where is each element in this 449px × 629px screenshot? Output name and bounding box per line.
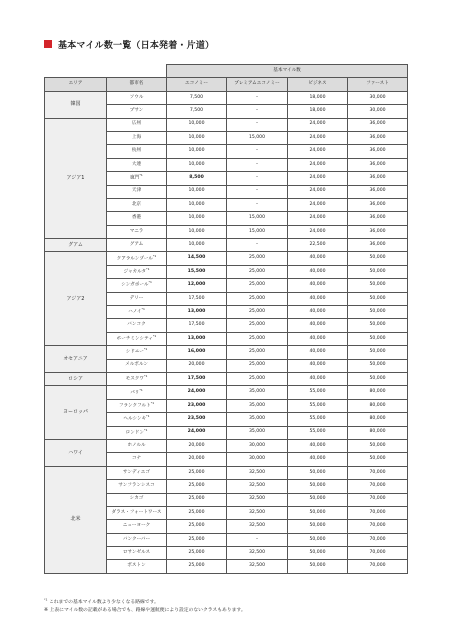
premium-economy-miles: –	[227, 91, 288, 104]
first-miles: 80,000	[348, 399, 408, 412]
economy-miles: 25,000	[167, 506, 227, 519]
city-name: バンコク	[127, 322, 146, 328]
city-name: サンフランシスコ	[118, 483, 155, 488]
footnote-2-mark: ※	[44, 608, 49, 613]
business-miles: 18,000	[288, 91, 348, 104]
business-miles: 40,000	[288, 252, 348, 265]
col-header-area: エリア	[45, 78, 107, 91]
footnote-mark: *1	[146, 266, 150, 271]
premium-economy-miles: 32,500	[227, 480, 288, 493]
area-cell: 韓国	[45, 91, 107, 118]
area-cell: アジア2	[45, 252, 107, 346]
city-cell	[107, 252, 167, 265]
business-miles: 40,000	[288, 332, 348, 345]
first-miles: 36,000	[348, 158, 408, 171]
first-miles: 50,000	[348, 319, 408, 332]
business-miles: 24,000	[288, 225, 348, 238]
city-cell	[107, 426, 167, 439]
premium-economy-miles: 35,000	[227, 426, 288, 439]
table-row	[45, 239, 408, 252]
economy-miles: 10,000	[167, 131, 227, 144]
city-name: シンガポール	[121, 282, 149, 288]
city-cell	[107, 480, 167, 493]
city-name: 上海	[131, 134, 142, 140]
first-miles: 36,000	[348, 131, 408, 144]
economy-miles: 13,000	[167, 332, 227, 345]
premium-economy-miles: –	[227, 105, 288, 118]
premium-economy-miles: –	[227, 145, 288, 158]
business-miles: 50,000	[288, 520, 348, 533]
footnote-1-mark: *1	[44, 597, 48, 602]
economy-miles: 13,000	[167, 306, 227, 319]
premium-economy-miles: 25,000	[227, 332, 288, 345]
first-miles: 80,000	[348, 426, 408, 439]
area-cell: オセアニア	[45, 346, 107, 373]
table-row	[45, 346, 408, 359]
footnote-mark: *1	[141, 307, 145, 312]
col-header-first: ファースト	[348, 78, 408, 91]
first-miles: 70,000	[348, 493, 408, 506]
city-cell	[107, 466, 167, 479]
first-miles: 70,000	[348, 506, 408, 519]
first-miles: 50,000	[348, 279, 408, 292]
first-miles: 50,000	[348, 306, 408, 319]
area-cell: ロシア	[45, 372, 107, 385]
title-text: 基本マイル数一覧（日本発着・片道）	[58, 40, 215, 51]
premium-economy-miles: 25,000	[227, 265, 288, 278]
premium-economy-miles: 32,500	[227, 547, 288, 560]
business-miles: 24,000	[288, 198, 348, 211]
premium-economy-miles: 30,000	[227, 439, 288, 452]
economy-miles: 24,000	[167, 386, 227, 399]
business-miles: 55,000	[288, 399, 348, 412]
premium-economy-miles: 25,000	[227, 346, 288, 359]
city-name: モスクワ	[125, 376, 144, 382]
premium-economy-miles: 35,000	[227, 413, 288, 426]
business-miles: 50,000	[288, 533, 348, 546]
premium-economy-miles: –	[227, 158, 288, 171]
area-cell: グアム	[45, 239, 107, 252]
economy-miles: 10,000	[167, 158, 227, 171]
first-miles: 50,000	[348, 346, 408, 359]
column-header-row	[45, 78, 408, 91]
premium-economy-miles: 25,000	[227, 372, 288, 385]
first-miles: 80,000	[348, 386, 408, 399]
first-miles: 36,000	[348, 172, 408, 185]
city-name: ホーチミンシティ	[116, 336, 153, 342]
city-name: シカゴ	[129, 496, 144, 502]
city-cell	[107, 399, 167, 412]
premium-economy-miles: –	[227, 118, 288, 131]
premium-economy-miles: 35,000	[227, 399, 288, 412]
city-cell	[107, 306, 167, 319]
city-name: 香港	[131, 215, 142, 221]
city-cell	[107, 131, 167, 144]
table-row	[45, 466, 408, 479]
business-miles: 50,000	[288, 480, 348, 493]
city-cell	[107, 332, 167, 345]
business-miles: 40,000	[288, 279, 348, 292]
premium-economy-miles: 25,000	[227, 319, 288, 332]
area-cell: ヨーロッパ	[45, 386, 107, 440]
business-miles: 40,000	[288, 265, 348, 278]
table-row	[45, 118, 408, 131]
economy-miles: 25,000	[167, 520, 227, 533]
city-cell	[107, 91, 167, 104]
premium-economy-miles: –	[227, 239, 288, 252]
business-miles: 24,000	[288, 185, 348, 198]
first-miles: 50,000	[348, 453, 408, 466]
city-cell	[107, 413, 167, 426]
footnote-mark: *1	[148, 280, 152, 285]
city-name: ロンドン	[125, 430, 144, 436]
business-miles: 24,000	[288, 172, 348, 185]
premium-economy-miles: 32,500	[227, 520, 288, 533]
economy-miles: 16,000	[167, 346, 227, 359]
table-row	[45, 439, 408, 452]
economy-miles: 25,000	[167, 493, 227, 506]
business-miles: 50,000	[288, 560, 348, 573]
header-blank	[45, 65, 167, 78]
business-miles: 40,000	[288, 346, 348, 359]
economy-miles: 17,500	[167, 319, 227, 332]
city-cell	[107, 453, 167, 466]
business-miles: 50,000	[288, 466, 348, 479]
table-row	[45, 91, 408, 104]
business-miles: 22,500	[288, 239, 348, 252]
footnote-mark: *1	[150, 400, 155, 405]
city-name: ダラス・フォートワース	[111, 509, 162, 515]
economy-miles: 10,000	[167, 145, 227, 158]
first-miles: 50,000	[348, 252, 408, 265]
city-cell	[107, 439, 167, 452]
economy-miles: 10,000	[167, 239, 227, 252]
economy-miles: 15,500	[167, 265, 227, 278]
premium-economy-miles: 32,500	[227, 493, 288, 506]
premium-economy-miles: –	[227, 172, 288, 185]
city-name: 天津	[131, 188, 142, 194]
first-miles: 30,000	[348, 91, 408, 104]
title-marker	[44, 40, 52, 48]
footnote-mark: *1	[139, 387, 143, 392]
city-cell	[107, 493, 167, 506]
first-miles: 36,000	[348, 198, 408, 211]
city-name: ヘルシンキ	[123, 416, 147, 422]
economy-miles: 7,500	[167, 91, 227, 104]
city-name: メルボルン	[125, 362, 148, 368]
business-miles: 40,000	[288, 292, 348, 305]
premium-economy-miles: –	[227, 198, 288, 211]
first-miles: 36,000	[348, 145, 408, 158]
city-name: ニューヨーク	[122, 523, 151, 529]
premium-economy-miles: 32,500	[227, 466, 288, 479]
economy-miles: 12,000	[167, 279, 227, 292]
city-cell	[107, 506, 167, 519]
premium-economy-miles: 32,500	[227, 560, 288, 573]
city-name: 杭州	[131, 148, 142, 154]
business-miles: 24,000	[288, 158, 348, 171]
city-name: ボストン	[127, 563, 146, 569]
city-cell	[107, 225, 167, 238]
premium-economy-miles: 35,000	[227, 386, 288, 399]
business-miles: 24,000	[288, 212, 348, 225]
first-miles: 50,000	[348, 265, 408, 278]
economy-miles: 14,500	[167, 252, 227, 265]
super-header: 基本マイル数	[167, 65, 408, 78]
first-miles: 50,000	[348, 439, 408, 452]
first-miles: 80,000	[348, 413, 408, 426]
economy-miles: 25,000	[167, 466, 227, 479]
first-miles: 70,000	[348, 480, 408, 493]
business-miles: 24,000	[288, 145, 348, 158]
business-miles: 50,000	[288, 547, 348, 560]
economy-miles: 25,000	[167, 560, 227, 573]
business-miles: 18,000	[288, 105, 348, 118]
city-name: コナ	[131, 456, 142, 462]
table-row	[45, 372, 408, 385]
city-cell	[107, 212, 167, 225]
city-name: ソウル	[129, 94, 144, 100]
first-miles: 36,000	[348, 225, 408, 238]
city-cell	[107, 198, 167, 211]
business-miles: 55,000	[288, 386, 348, 399]
city-name: サンディエゴ	[123, 469, 150, 475]
col-header-economy: エコノミー	[167, 78, 227, 91]
premium-economy-miles: 15,000	[227, 225, 288, 238]
business-miles: 40,000	[288, 372, 348, 385]
city-name: クアラルンプール	[116, 256, 153, 262]
col-header-business: ビジネス	[288, 78, 348, 91]
economy-miles: 20,000	[167, 453, 227, 466]
premium-economy-miles: 15,000	[227, 131, 288, 144]
area-cell: 北米	[45, 466, 107, 573]
city-cell	[107, 279, 167, 292]
business-miles: 55,000	[288, 426, 348, 439]
page-title	[44, 39, 214, 49]
economy-miles: 10,000	[167, 225, 227, 238]
economy-miles: 10,000	[167, 198, 227, 211]
economy-miles: 20,000	[167, 439, 227, 452]
first-miles: 36,000	[348, 239, 408, 252]
premium-economy-miles: 25,000	[227, 279, 288, 292]
city-name: 広州	[131, 121, 142, 127]
first-miles: 70,000	[348, 533, 408, 546]
city-cell	[107, 560, 167, 573]
footnote-1	[44, 598, 159, 605]
economy-miles: 7,500	[167, 105, 227, 118]
col-header-city: 都市名	[107, 78, 167, 91]
first-miles: 70,000	[348, 520, 408, 533]
premium-economy-miles: 25,000	[227, 252, 288, 265]
first-miles: 70,000	[348, 466, 408, 479]
city-name: マニラ	[129, 228, 144, 234]
city-cell	[107, 533, 167, 546]
city-cell	[107, 372, 167, 385]
first-miles: 36,000	[348, 212, 408, 225]
city-cell	[107, 547, 167, 560]
super-header-row	[45, 65, 408, 78]
table-row	[45, 386, 408, 399]
city-name: プサン	[129, 108, 144, 114]
first-miles: 36,000	[348, 118, 408, 131]
area-cell: ハワイ	[45, 439, 107, 466]
business-miles: 40,000	[288, 319, 348, 332]
first-miles: 36,000	[348, 185, 408, 198]
city-name: パリ	[130, 390, 140, 396]
business-miles: 24,000	[288, 118, 348, 131]
city-name: ジャカルタ	[123, 269, 147, 275]
city-cell	[107, 239, 167, 252]
first-miles: 70,000	[348, 547, 408, 560]
business-miles: 50,000	[288, 506, 348, 519]
business-miles: 40,000	[288, 359, 348, 372]
city-name: グアム	[129, 241, 144, 247]
premium-economy-miles: 15,000	[227, 212, 288, 225]
city-name: シドニー	[125, 349, 144, 355]
first-miles: 50,000	[348, 372, 408, 385]
city-cell	[107, 185, 167, 198]
city-name: フランクフルト	[118, 403, 151, 409]
premium-economy-miles: 25,000	[227, 306, 288, 319]
city-cell	[107, 359, 167, 372]
premium-economy-miles: 32,500	[227, 506, 288, 519]
city-cell	[107, 172, 167, 185]
economy-miles: 24,000	[167, 426, 227, 439]
city-cell	[107, 105, 167, 118]
miles-table	[44, 64, 408, 574]
city-name: デリー	[129, 295, 144, 301]
business-miles: 40,000	[288, 439, 348, 452]
footnote-mark: *1	[143, 427, 148, 432]
footnote-2-text: 上表にマイル数の記載がある場合でも、路線や運航便により設定のないクラスもあります。	[49, 608, 246, 613]
premium-economy-miles: 30,000	[227, 453, 288, 466]
city-cell	[107, 520, 167, 533]
business-miles: 24,000	[288, 131, 348, 144]
city-name: 北京	[131, 201, 142, 207]
economy-miles: 8,500	[167, 172, 227, 185]
footnote-mark: *1	[146, 414, 150, 419]
footnote-1-text: これまでの基本マイル数より少なくなる路線です。	[48, 600, 159, 605]
city-cell	[107, 346, 167, 359]
first-miles: 50,000	[348, 359, 408, 372]
city-cell	[107, 386, 167, 399]
footnote-mark: *1	[152, 333, 157, 338]
premium-economy-miles: –	[227, 185, 288, 198]
first-miles: 30,000	[348, 105, 408, 118]
economy-miles: 25,000	[167, 533, 227, 546]
city-cell	[107, 292, 167, 305]
first-miles: 50,000	[348, 332, 408, 345]
first-miles: 50,000	[348, 292, 408, 305]
city-cell	[107, 319, 167, 332]
economy-miles: 20,000	[167, 359, 227, 372]
business-miles: 55,000	[288, 413, 348, 426]
city-name: ホノルル	[127, 442, 146, 448]
economy-miles: 23,000	[167, 399, 227, 412]
city-cell	[107, 145, 167, 158]
economy-miles: 17,500	[167, 372, 227, 385]
footnote-mark: *1	[143, 347, 148, 352]
footnote-mark: *1	[143, 374, 148, 379]
business-miles: 40,000	[288, 453, 348, 466]
city-name: ハノイ	[128, 309, 142, 315]
economy-miles: 10,000	[167, 212, 227, 225]
miles-table-body	[45, 91, 408, 573]
table-row	[45, 252, 408, 265]
economy-miles: 25,000	[167, 547, 227, 560]
city-name: 廈門	[130, 175, 140, 181]
premium-economy-miles: 25,000	[227, 359, 288, 372]
economy-miles: 25,000	[167, 480, 227, 493]
economy-miles: 10,000	[167, 185, 227, 198]
footnote-2	[44, 606, 246, 613]
city-name: ロサンゼルス	[122, 549, 151, 555]
economy-miles: 17,500	[167, 292, 227, 305]
col-header-premium-economy: プレミアムエコノミー	[227, 78, 288, 91]
city-cell	[107, 118, 167, 131]
city-cell	[107, 158, 167, 171]
first-miles: 70,000	[348, 560, 408, 573]
premium-economy-miles: 25,000	[227, 292, 288, 305]
footnote-mark: *1	[152, 253, 157, 258]
premium-economy-miles: –	[227, 533, 288, 546]
city-name: バンクーバー	[122, 536, 151, 542]
business-miles: 40,000	[288, 306, 348, 319]
economy-miles: 10,000	[167, 118, 227, 131]
city-name: 大連	[131, 161, 142, 167]
business-miles: 50,000	[288, 493, 348, 506]
economy-miles: 23,500	[167, 413, 227, 426]
city-cell	[107, 265, 167, 278]
footnote-mark: *1	[139, 173, 143, 178]
area-cell: アジア1	[45, 118, 107, 239]
